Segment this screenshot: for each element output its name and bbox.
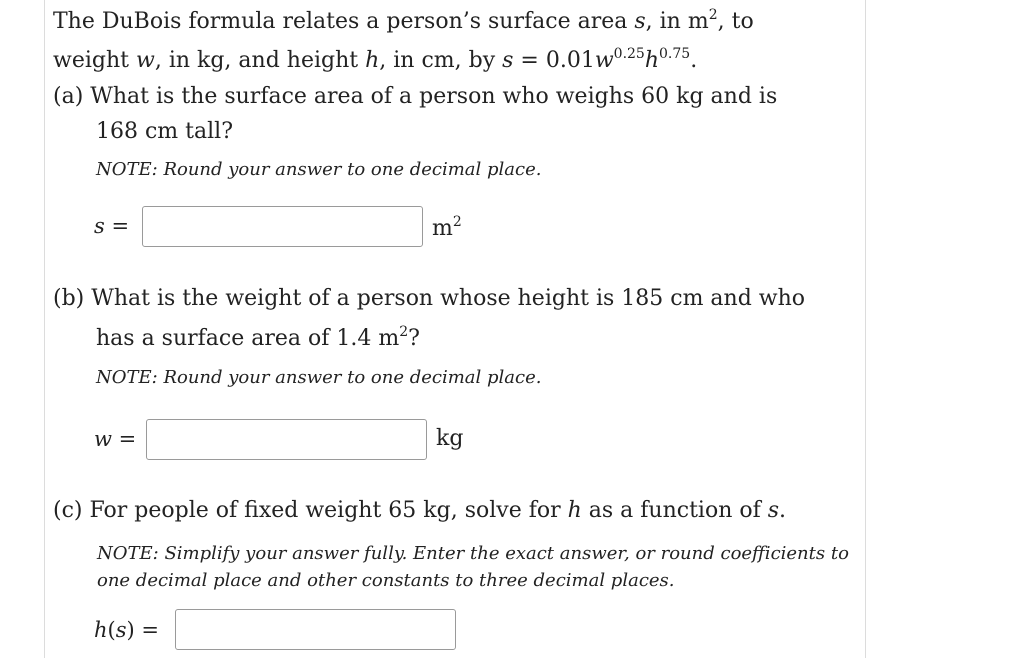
var-w: w [94,427,112,451]
part-b-unit: kg [436,426,464,451]
var-w: w [135,48,155,73]
var-h: h [365,48,380,73]
part-a-answer-label [94,214,129,238]
intro-text: , to [717,9,754,34]
question-text: (c) For people of fixed weight 65 kg, solve for [53,498,568,523]
unit-exponent: 2 [452,214,462,230]
left-border [44,0,45,658]
part-c-note-line-1: NOTE: Simplify your answer fully. Enter the exact answer, or round coefficients to [97,543,849,564]
question-text: . [779,498,787,523]
surface-area-input[interactable] [142,206,423,247]
var-s: s [767,498,780,523]
intro-text: The DuBois formula relates a person’s surface area [53,9,635,34]
right-border [865,0,866,658]
part-b-question-line-1: (b) What is the weight of a person whose height is 185 cm and who [53,286,806,311]
intro-text: . [690,48,698,73]
part-c-question [53,498,786,524]
part-b-question-line-2 [96,326,420,352]
paren: ( [107,618,116,642]
unit-text: m [432,216,453,241]
height-function-input[interactable] [175,609,456,650]
var-h: h [644,48,660,73]
exponent: 2 [399,324,409,340]
var-w: w [594,48,614,73]
question-text: as a function of [581,498,768,523]
weight-input[interactable] [146,419,427,460]
equals-sign: = [104,214,130,238]
var-h: h [94,618,108,642]
equals-sign: = [134,618,159,642]
equals-sign: = [111,427,137,451]
part-c-answer-label [94,618,159,642]
var-s: s [115,618,127,642]
question-text: has a surface area of 1.4 m [96,326,400,351]
part-a-question-line-1: (a) What is the surface area of a person who weighs 60 kg and is [53,84,778,109]
var-s: s [94,214,105,238]
exponent: 2 [708,7,718,23]
exponent-h: 0.75 [659,46,691,62]
formula-coefficient: = 0.01 [513,48,595,73]
part-b-answer-label [94,427,136,451]
part-a-note: NOTE: Round your answer to one decimal place. [96,159,542,180]
part-a-unit [432,216,462,242]
intro-text: weight [53,48,136,73]
question-text: ? [408,326,420,351]
intro-text: , in cm, by [379,48,503,73]
var-s: s [634,9,646,34]
intro-text: , in m [645,9,709,34]
part-c-note-line-2: one decimal place and other constants to three decimal places. [97,570,675,591]
exponent-w: 0.25 [613,46,645,62]
var-s: s [502,48,514,73]
intro-line-1 [53,9,754,35]
intro-line-2 [53,48,697,74]
paren: ) [126,618,135,642]
part-b-note: NOTE: Round your answer to one decimal place. [96,367,542,388]
intro-text: , in kg, and height [154,48,366,73]
part-a-question-line-2: 168 cm tall? [96,119,233,144]
var-h: h [567,498,582,523]
